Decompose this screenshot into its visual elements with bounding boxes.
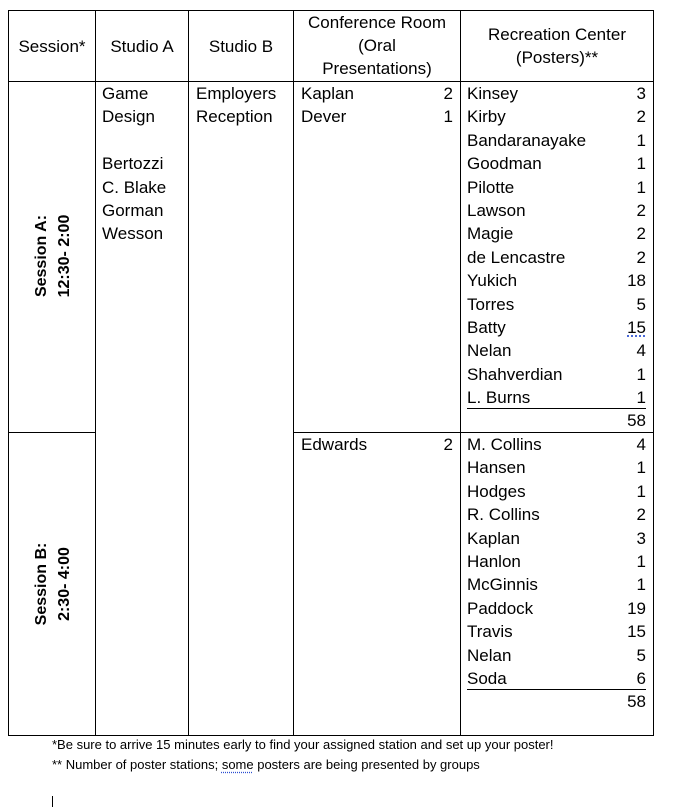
poster-row [467,199,646,222]
presenter-count: 2 [443,435,453,454]
header-session-text: Session* [18,37,86,56]
footnote-2-flagged-word: some [221,757,254,772]
footnote-2 [52,757,480,772]
poster-row [467,339,646,362]
footnote-1 [52,737,554,752]
poster-count: 1 [636,177,646,197]
poster-row [467,246,646,269]
poster-count: 5 [636,294,646,314]
posters-session-a [467,82,646,433]
studio-a-session-a [102,82,186,246]
poster-count: 6 [636,668,646,688]
poster-name: Kaplan [467,528,520,548]
poster-name: de Lencastre [467,247,566,267]
poster-count: 1 [636,575,646,595]
footnote-2-suffix: posters are being presented by groups [253,757,480,772]
conference-session-a [301,82,453,129]
studio-b-line: Employers [196,84,277,103]
poster-row [467,620,646,643]
poster-name: Bandaranayake [467,130,587,150]
presenter-count: 2 [443,84,453,103]
poster-count: 2 [636,505,646,525]
poster-row [467,644,646,667]
header-conference-line: (Oral [358,36,396,55]
poster-name: Pilotte [467,177,515,197]
poster-total-row [467,690,646,713]
header-studio-a-text: Studio A [110,37,174,56]
text-cursor [52,796,53,807]
poster-count: 15 [627,317,646,337]
conference-session-b [301,433,453,456]
poster-row [467,152,646,175]
header-recreation-line: Recreation Center [488,25,626,44]
studio-a-line: C. Blake [102,177,167,197]
poster-row [467,363,646,386]
studio-a-line: Bertozzi [102,154,164,174]
poster-row [467,129,646,152]
col-divider-4 [460,10,461,736]
presenter-count: 1 [443,107,453,127]
poster-count: 1 [636,154,646,174]
session-a-label-line1: Session A: [33,214,50,298]
header-studio-b [189,35,293,58]
poster-count: 18 [627,271,646,291]
poster-name: Hanlon [467,551,521,571]
poster-total: 58 [627,692,646,712]
header-studio-a [96,35,188,58]
poster-count: 1 [636,130,646,150]
session-a-label-line2: 12:30- 2:00 [56,214,73,298]
poster-count: 3 [636,84,646,103]
poster-name: Kirby [467,107,506,127]
posters-session-b [467,433,646,714]
col-divider-2 [188,10,189,736]
poster-name: R. Collins [467,505,540,525]
presenter-name: Edwards [301,435,368,454]
poster-name: Nelan [467,645,512,665]
poster-count: 1 [636,481,646,501]
conference-row [301,105,453,128]
session-b-label-line2: 2:30- 4:00 [56,547,73,621]
poster-row [467,222,646,245]
poster-total-row [467,409,646,432]
poster-row [467,316,646,339]
poster-count: 2 [636,107,646,127]
poster-row [467,597,646,620]
studio-a-line: Gorman [102,200,164,220]
poster-name: Soda [467,668,507,688]
poster-row [467,503,646,526]
poster-name: Goodman [467,154,542,174]
presenter-name: Dever [301,107,347,127]
poster-name: Yukich [467,271,518,291]
table-border-left [8,10,9,736]
poster-count: 15 [627,622,646,642]
session-divider-left [8,432,96,433]
poster-count: 2 [636,247,646,267]
table-border-right [653,10,654,736]
col-divider-3 [293,10,294,736]
col-divider-1 [95,10,96,736]
poster-name: Shahverdian [467,364,563,384]
poster-count: 1 [636,388,646,408]
header-conference [294,11,460,80]
poster-row [467,480,646,503]
poster-count: 3 [636,528,646,548]
conference-row [301,82,453,105]
poster-name: Magie [467,224,514,244]
poster-row [467,293,646,316]
poster-row [467,82,646,105]
poster-count: 1 [636,364,646,384]
studio-b-session-a [196,82,291,129]
poster-name: M. Collins [467,435,542,454]
poster-count: 19 [627,598,646,618]
poster-row [467,573,646,596]
poster-row [467,456,646,479]
poster-count: 2 [636,200,646,220]
poster-row [467,667,646,690]
poster-name: Lawson [467,200,526,220]
poster-row [467,433,646,456]
poster-count: 5 [636,645,646,665]
studio-a-line: Game [102,84,149,103]
poster-count: 4 [636,435,646,454]
poster-row [467,550,646,573]
table-border-bottom [8,735,654,736]
footnote-1-text: *Be sure to arrive 15 minutes early to find your assigned station and set up your poster! [52,737,554,752]
header-conference-line: Conference Room [308,13,446,32]
header-conference-line: Presentations) [322,59,432,78]
session-b-label [30,494,76,674]
poster-count: 2 [636,224,646,244]
session-a-label [30,166,76,346]
poster-name: Hodges [467,481,526,501]
studio-a-line: Wesson [102,224,164,244]
poster-name: Kinsey [467,84,519,103]
conference-row [301,433,453,456]
poster-total: 58 [627,411,646,431]
header-session [9,35,95,58]
poster-name: Travis [467,622,513,642]
poster-count: 4 [636,341,646,361]
studio-b-line: Reception [196,107,273,127]
header-studio-b-text: Studio B [208,37,274,56]
studio-a-line: Design [102,107,155,127]
studio-a-line [102,129,186,152]
poster-name: Batty [467,317,506,337]
poster-name: L. Burns [467,388,531,408]
footnote-2-prefix: ** Number of poster stations; [52,757,222,772]
presenter-name: Kaplan [301,84,354,103]
poster-row [467,386,646,409]
poster-name: Nelan [467,341,512,361]
poster-row [467,527,646,550]
poster-count: 1 [636,458,646,478]
poster-name: Torres [467,294,515,314]
poster-name: Paddock [467,598,534,618]
poster-count: 1 [636,551,646,571]
header-recreation-line: (Posters)** [515,48,599,67]
poster-row [467,105,646,128]
poster-name: McGinnis [467,575,538,595]
poster-row [467,269,646,292]
header-recreation [461,23,653,69]
poster-row [467,176,646,199]
session-b-label-line1: Session B: [33,542,50,626]
poster-name: Hansen [467,458,526,478]
